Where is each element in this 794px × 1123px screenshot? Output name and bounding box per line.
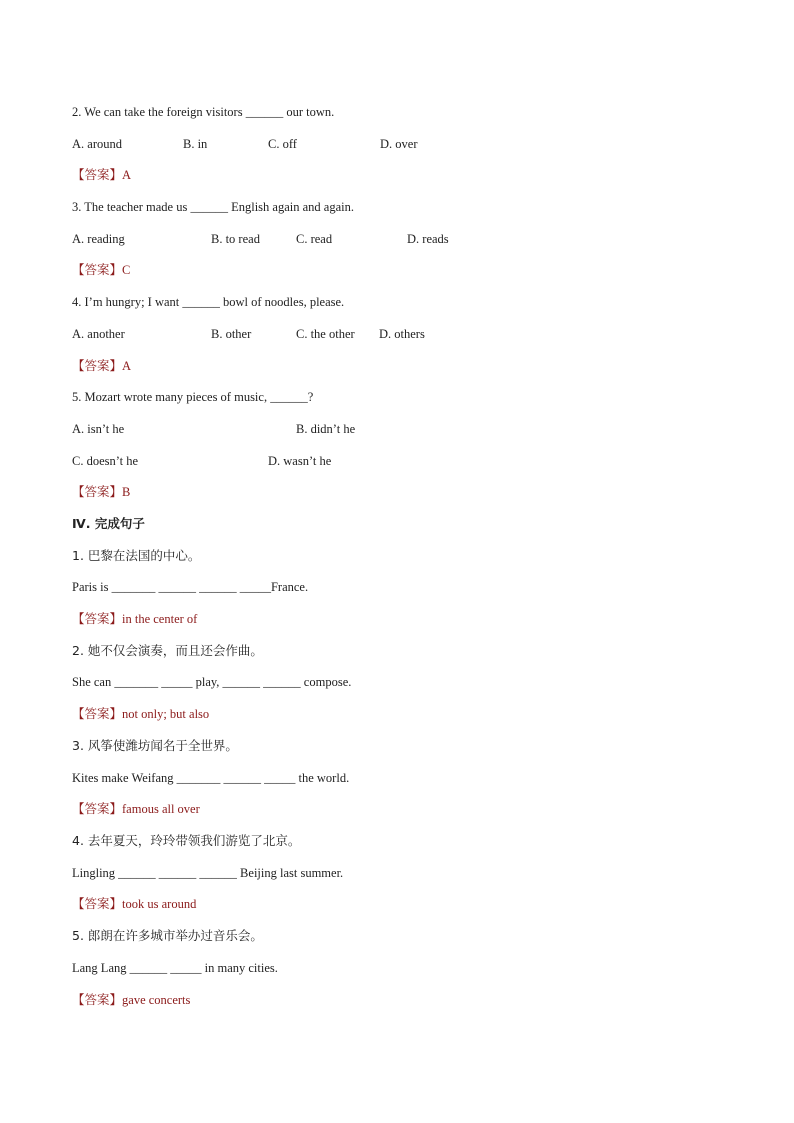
answer-label: 【答案】 <box>72 896 123 911</box>
answer-value: C <box>122 263 131 277</box>
question-2-option-b: B. in <box>183 137 208 151</box>
sentence-3-answer <box>72 801 200 817</box>
sentence-4-english: Lingling ______ ______ ______ Beijing last summer. <box>72 866 344 880</box>
question-2-option-a: A. around <box>72 137 122 151</box>
answer-label: 【答案】 <box>72 358 123 373</box>
sentence-2-english: She can _______ _____ play, ______ ______ compose. <box>72 675 352 689</box>
sentence-3-chinese: 3. 风筝使潍坊闻名于全世界。 <box>72 738 238 753</box>
section-title: Ⅳ. 完成句子 <box>72 516 145 531</box>
question-3-answer <box>72 262 130 278</box>
answer-value: gave concerts <box>122 993 191 1007</box>
question-5-option-a: A. isn’t he <box>72 422 125 436</box>
question-3-stem: 3. The teacher made us ______ English again and again. <box>72 200 354 214</box>
question-4-option-a: A. another <box>72 327 125 341</box>
question-4-option-d: D. others <box>379 327 425 341</box>
sentence-5-english: Lang Lang ______ _____ in many cities. <box>72 961 278 975</box>
answer-value: not only; but also <box>122 707 210 721</box>
question-4-stem: 4. I’m hungry; I want ______ bowl of noodles, please. <box>72 295 345 309</box>
answer-label: 【答案】 <box>72 706 123 721</box>
sentence-1-chinese: 1. 巴黎在法国的中心。 <box>72 548 201 563</box>
answer-value: in the center of <box>122 612 198 626</box>
answer-label: 【答案】 <box>72 484 123 499</box>
question-2-stem: 2. We can take the foreign visitors ______ our town. <box>72 105 335 119</box>
question-4-option-c: C. the other <box>296 327 355 341</box>
question-5-option-b: B. didn’t he <box>296 422 356 436</box>
question-2-option-d: D. over <box>380 137 418 151</box>
sentence-4-answer <box>72 896 196 912</box>
answer-label: 【答案】 <box>72 801 123 816</box>
sentence-1-english: Paris is _______ ______ ______ _____France. <box>72 580 309 594</box>
answer-label: 【答案】 <box>72 992 123 1007</box>
question-2-option-c: C. off <box>268 137 297 151</box>
question-5-option-d: D. wasn’t he <box>268 454 332 468</box>
question-4-answer <box>72 358 131 374</box>
question-4-option-b: B. other <box>211 327 252 341</box>
answer-label: 【答案】 <box>72 167 123 182</box>
sentence-1-answer <box>72 611 197 627</box>
question-3-option-d: D. reads <box>407 232 449 246</box>
question-5-stem: 5. Mozart wrote many pieces of music, ______? <box>72 390 314 404</box>
answer-label: 【答案】 <box>72 611 123 626</box>
sentence-2-chinese: 2. 她不仅会演奏，而且还会作曲。 <box>72 643 263 658</box>
question-5-answer <box>72 484 130 500</box>
answer-value: A <box>122 168 132 182</box>
sentence-2-answer <box>72 706 209 722</box>
answer-value: A <box>122 359 132 373</box>
question-2-answer <box>72 167 131 183</box>
answer-value: B <box>122 485 131 499</box>
sentence-5-chinese: 5. 郎朗在许多城市举办过音乐会。 <box>72 928 263 943</box>
answer-value: famous all over <box>122 802 200 816</box>
sentence-5-answer <box>72 992 190 1008</box>
question-3-option-b: B. to read <box>211 232 260 246</box>
sentence-4-chinese: 4. 去年夏天，玲玲带领我们游览了北京。 <box>72 833 301 848</box>
question-3-option-c: C. read <box>296 232 333 246</box>
answer-value: took us around <box>122 897 197 911</box>
answer-label: 【答案】 <box>72 262 123 277</box>
sentence-3-english: Kites make Weifang _______ ______ _____ the world. <box>72 771 350 785</box>
question-3-option-a: A. reading <box>72 232 125 246</box>
question-5-option-c: C. doesn’t he <box>72 454 139 468</box>
